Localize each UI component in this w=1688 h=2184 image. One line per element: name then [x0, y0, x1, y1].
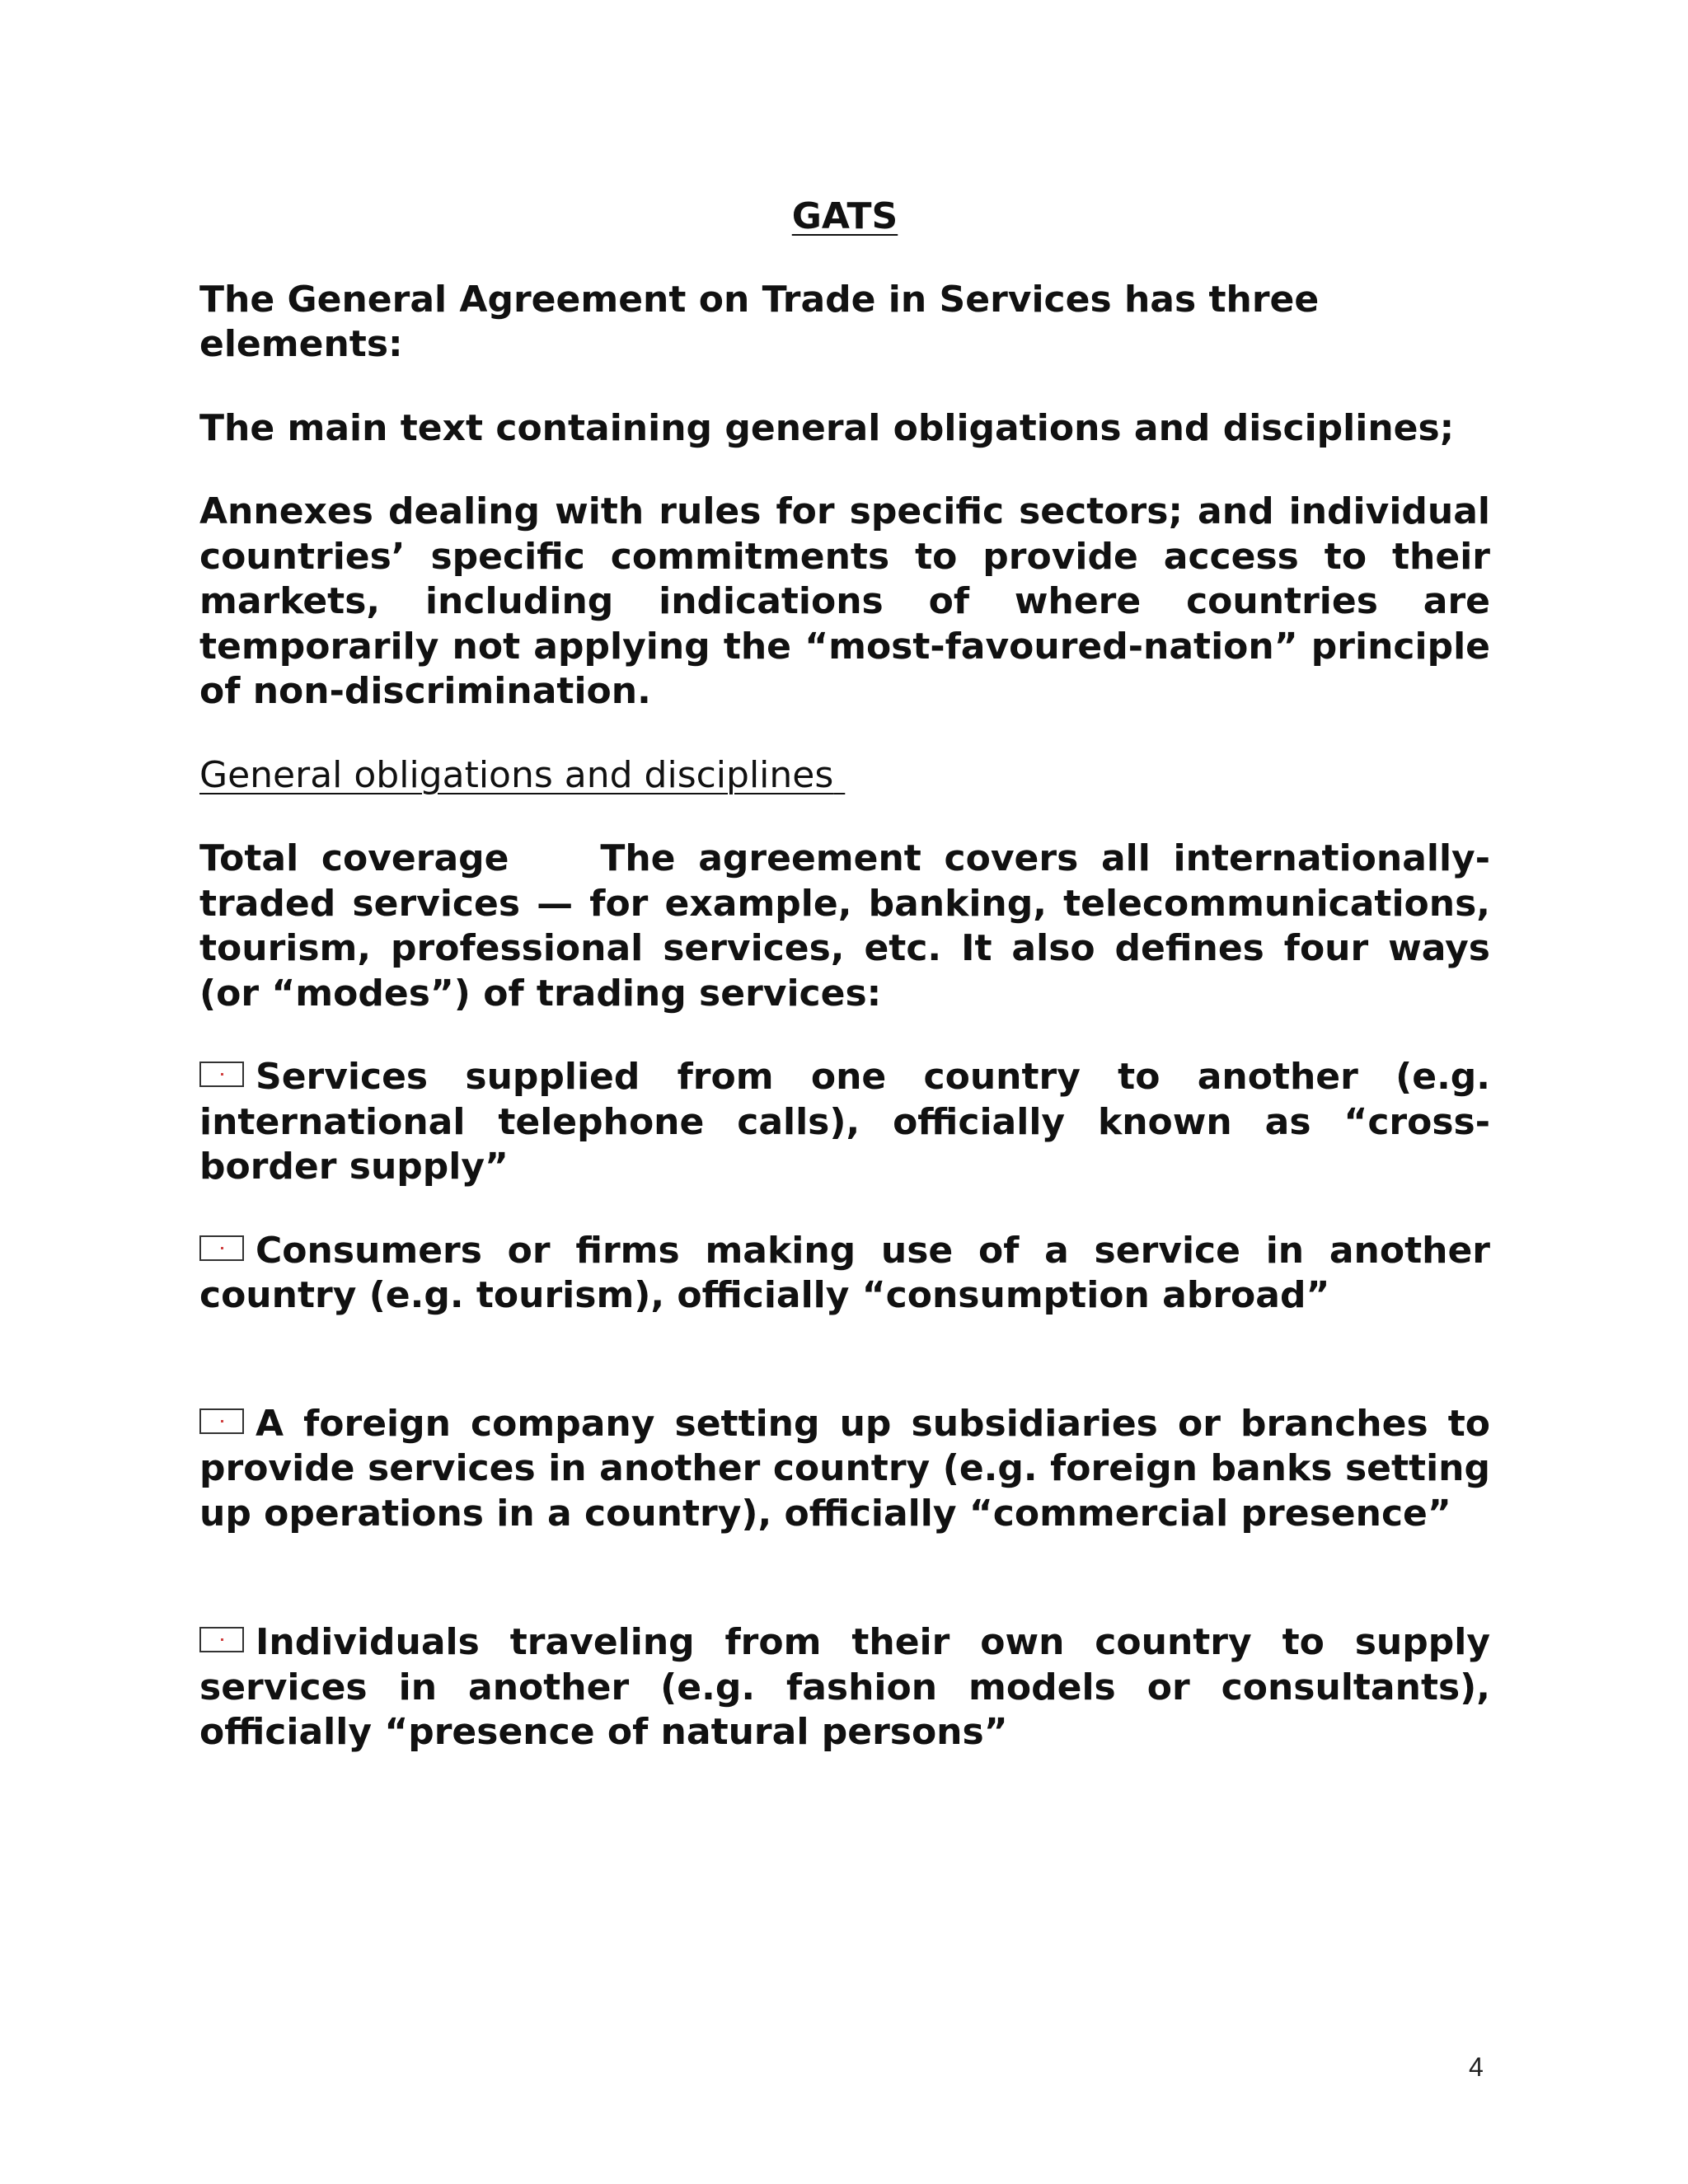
intro-paragraph: The General Agreement on Trade in Services has three elements:: [199, 278, 1320, 365]
mode-item: [199, 1229, 1490, 1319]
coverage-label: Total coverage: [199, 837, 509, 879]
coverage-text: The agreement covers all internationally-traded services — for example, banking, telecommunications, tourism, professional services, etc. It also defines four ways (or “modes”) of trading services:: [199, 837, 1490, 1015]
checkbox-icon: [199, 1062, 244, 1087]
mode-item: [199, 1402, 1490, 1537]
element-annexes: Annexes dealing with rules for specific sectors; and individual countries’ specific commitments to provide access to their markets, including indications of where countries are temporarily not applying the “most-favoured-nation” principle of non-discrimination.: [199, 490, 1490, 712]
mode-item: [199, 1620, 1490, 1755]
section-heading: [199, 753, 1490, 799]
page-number: 4: [1469, 2052, 1484, 2082]
mode-text: Services supplied from one country to another (e.g. international telephone calls), officially known as “cross-border supply”: [199, 1056, 1490, 1188]
page-title: GATS: [791, 195, 898, 237]
coverage-paragraph: [199, 837, 1490, 1016]
mode-text: Individuals traveling from their own country to supply services in another (e.g. fashion models or consultants), officially “presence of natural persons”: [199, 1621, 1490, 1753]
mode-text: A foreign company setting up subsidiaries or branches to provide services in another country (e.g. foreign banks setting up operations in a country), officially “commercial presence”: [199, 1402, 1490, 1535]
document-body: [199, 194, 1490, 1755]
section-heading-text: General obligations and disciplines: [199, 753, 834, 796]
mode-text: Consumers or firms making use of a service in another country (e.g. tourism), officially “consumption abroad”: [199, 1229, 1490, 1316]
checkbox-icon: [199, 1235, 244, 1261]
mode-item: [199, 1055, 1490, 1190]
checkbox-icon: [199, 1408, 244, 1434]
element-main-text: The main text containing general obligations and disciplines;: [199, 406, 1455, 449]
checkbox-icon: [199, 1627, 244, 1652]
